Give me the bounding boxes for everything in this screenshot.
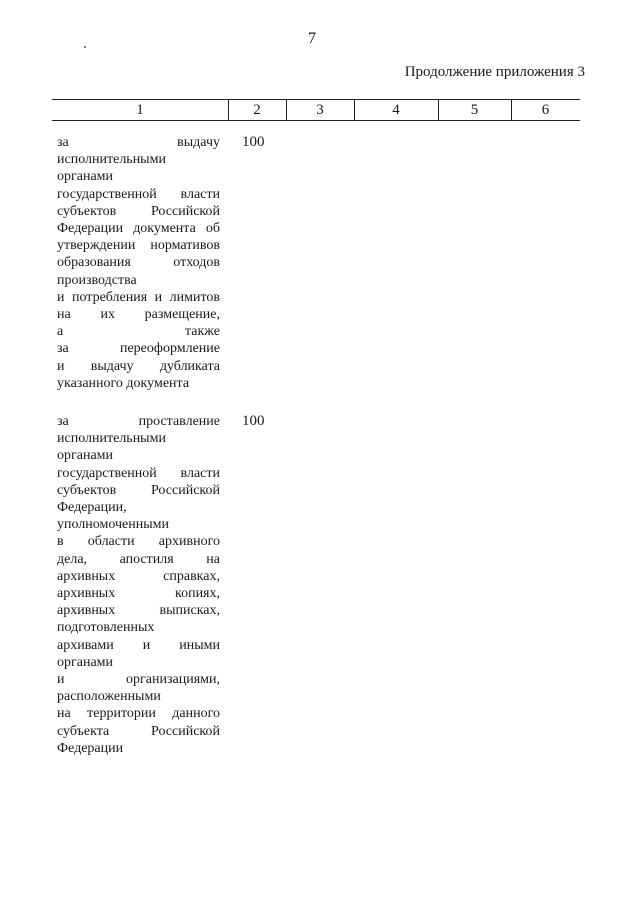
description-line: расположенными [57,689,161,705]
column-header-4: 4 [392,102,400,118]
description-line: архивных копиях, [57,586,220,602]
description-line: утверждении нормативов [57,238,220,254]
page-number: 7 [308,30,316,47]
description-line: органами [57,654,114,670]
description-line: архивных выписках, [57,603,220,619]
description-line: на территории данного [57,706,220,722]
column-header-6: 6 [541,102,550,118]
description-line: субъектов Российской [57,482,220,498]
appendix-continuation-note: Продолжение приложения 3 [404,64,585,80]
description-line: на их размещение, [57,307,220,323]
description-line: Федерации документа об [57,221,220,237]
description-line: подготовленных [57,620,155,636]
description-line: исполнительными [57,431,166,447]
description-line: в области архивного [57,534,220,550]
scan-speck [84,46,86,48]
description-line: органами [57,169,114,185]
fee-description-apostille [57,413,220,757]
description-line: исполнительными [57,152,166,168]
description-line: государственной власти [57,465,220,481]
description-line: за проставление [57,414,220,429]
fee-rate: 100 [242,413,265,429]
description-line: Федерации, [57,500,127,516]
description-line: субъекта Российской [57,723,220,739]
column-header-3: 3 [316,102,324,118]
column-header-5: 5 [470,102,479,118]
description-line: и организациями, [57,672,220,688]
description-line: дела, апостиля на [57,551,220,567]
description-line: субъектов Российской [57,203,220,219]
description-line: Федерации [57,740,124,756]
description-line: архивами и иными [57,637,220,653]
description-line: образования отходов [57,255,220,271]
description-line: уполномоченными [57,517,170,533]
description-line: архивных справках, [57,568,220,584]
description-line: органами [57,448,114,464]
description-line: указанного документа [57,375,190,391]
table-header-row [52,99,580,121]
description-line: производства [57,272,137,288]
description-line: за выдачу [57,135,220,150]
fee-rate: 100 [242,134,265,150]
description-line: государственной власти [57,186,220,202]
description-line: и выдачу дубликата [57,358,220,374]
description-line: и потребления и лимитов [57,289,220,305]
description-line: а также [57,324,220,340]
column-header-2: 2 [253,102,261,118]
column-header-1: 1 [136,102,144,118]
fee-description-archive-issuance [57,134,220,392]
description-line: за переоформление [57,341,220,357]
